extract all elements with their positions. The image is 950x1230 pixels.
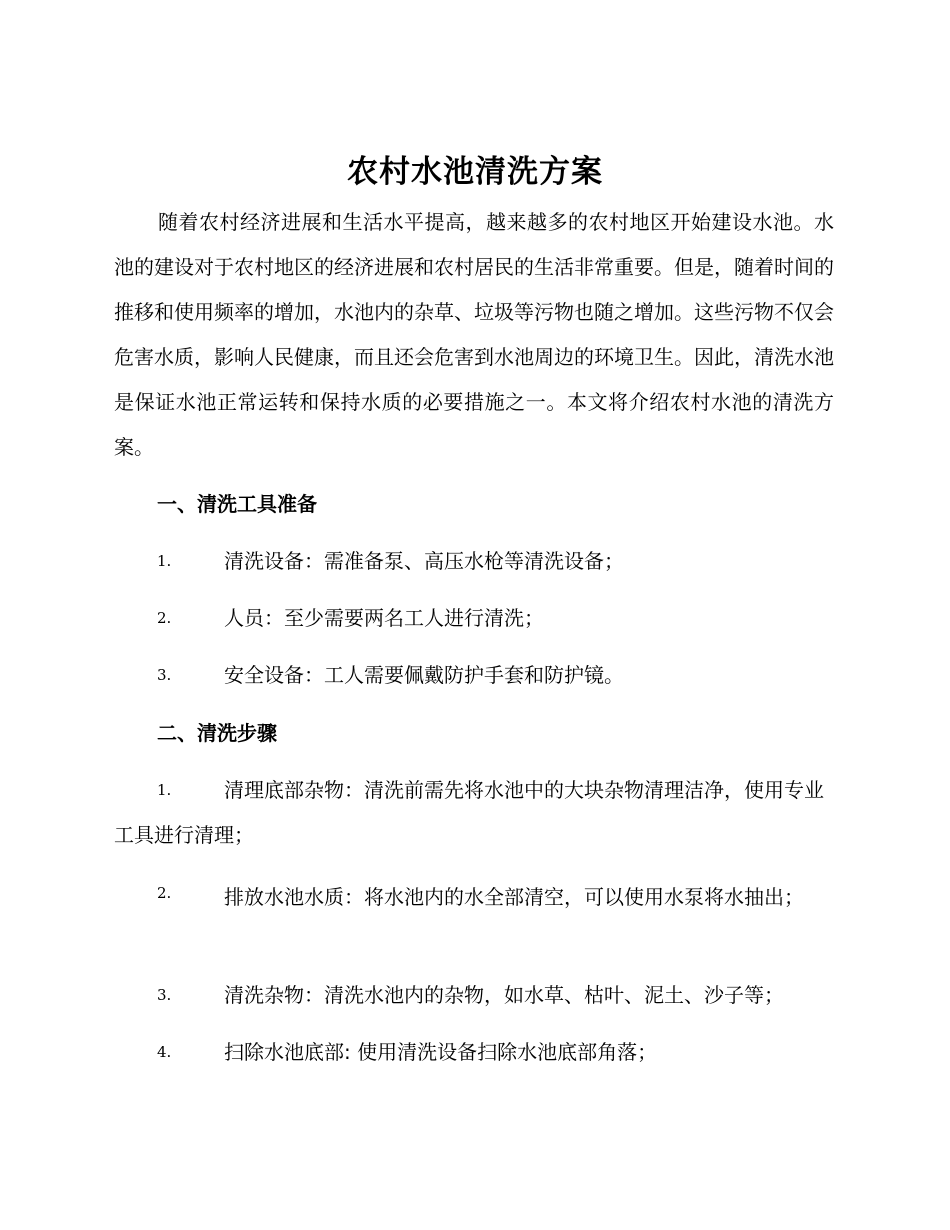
list-item-number: 2. (157, 609, 172, 627)
list-item-text: 清理底部杂物：清洗前需先将水池中的大块杂物清理洁净，使用专业工具进行清理； (114, 778, 824, 847)
list-item-text: 清洗杂物：清洗水池内的杂物，如水草、枯叶、泥土、沙子等； (224, 983, 784, 1007)
section-heading-tools: 一、清洗工具准备 (157, 492, 317, 516)
list-item-number: 1. (157, 781, 172, 799)
list-item-number: 4. (157, 1043, 172, 1061)
list-item-text: 安全设备：工人需要佩戴防护手套和防护镜。 (224, 663, 624, 687)
list-item-number: 3. (157, 666, 172, 684)
intro-paragraph: 随着农村经济进展和生活水平提高，越来越多的农村地区开始建设水池。水池的建设对于农村地区的经济进展和农村居民的生活非常重要。但是，随着时间的推移和使用频率的增加，水池内的杂草、垃圾等污物也随之增加。这些污物不仅会危害水质，影响人民健康，而且还会危害到水池周边的环境卫生。因此，清洗水池是保证水池正常运转和保持水质的必要措施之一。本文将介绍农村水池的清洗方案。 (114, 210, 834, 459)
section-heading-steps: 二、清洗步骤 (157, 721, 277, 745)
list-item (114, 539, 834, 584)
list-item-text: 排放水池水质：将水池内的水全部清空，可以使用水泵将水抽出； (224, 885, 804, 909)
list-item (114, 768, 834, 858)
list-item-text: 人员：至少需要两名工人进行清洗； (224, 606, 544, 630)
list-item (114, 596, 834, 641)
list-item (114, 973, 834, 1018)
list-item-number: 2. (157, 884, 172, 902)
list-item-text: 扫除水池底部: 使用清洗设备扫除水池底部角落； (224, 1040, 658, 1064)
list-item-number: 3. (157, 986, 172, 1004)
list-item (114, 1030, 834, 1075)
list-item-text: 清洗设备：需准备泵、高压水枪等清洗设备； (224, 549, 624, 573)
list-item (114, 653, 834, 698)
list-item-number: 1. (157, 552, 172, 570)
document-title: 农村水池清洗方案 (347, 154, 603, 190)
list-item (114, 870, 834, 924)
